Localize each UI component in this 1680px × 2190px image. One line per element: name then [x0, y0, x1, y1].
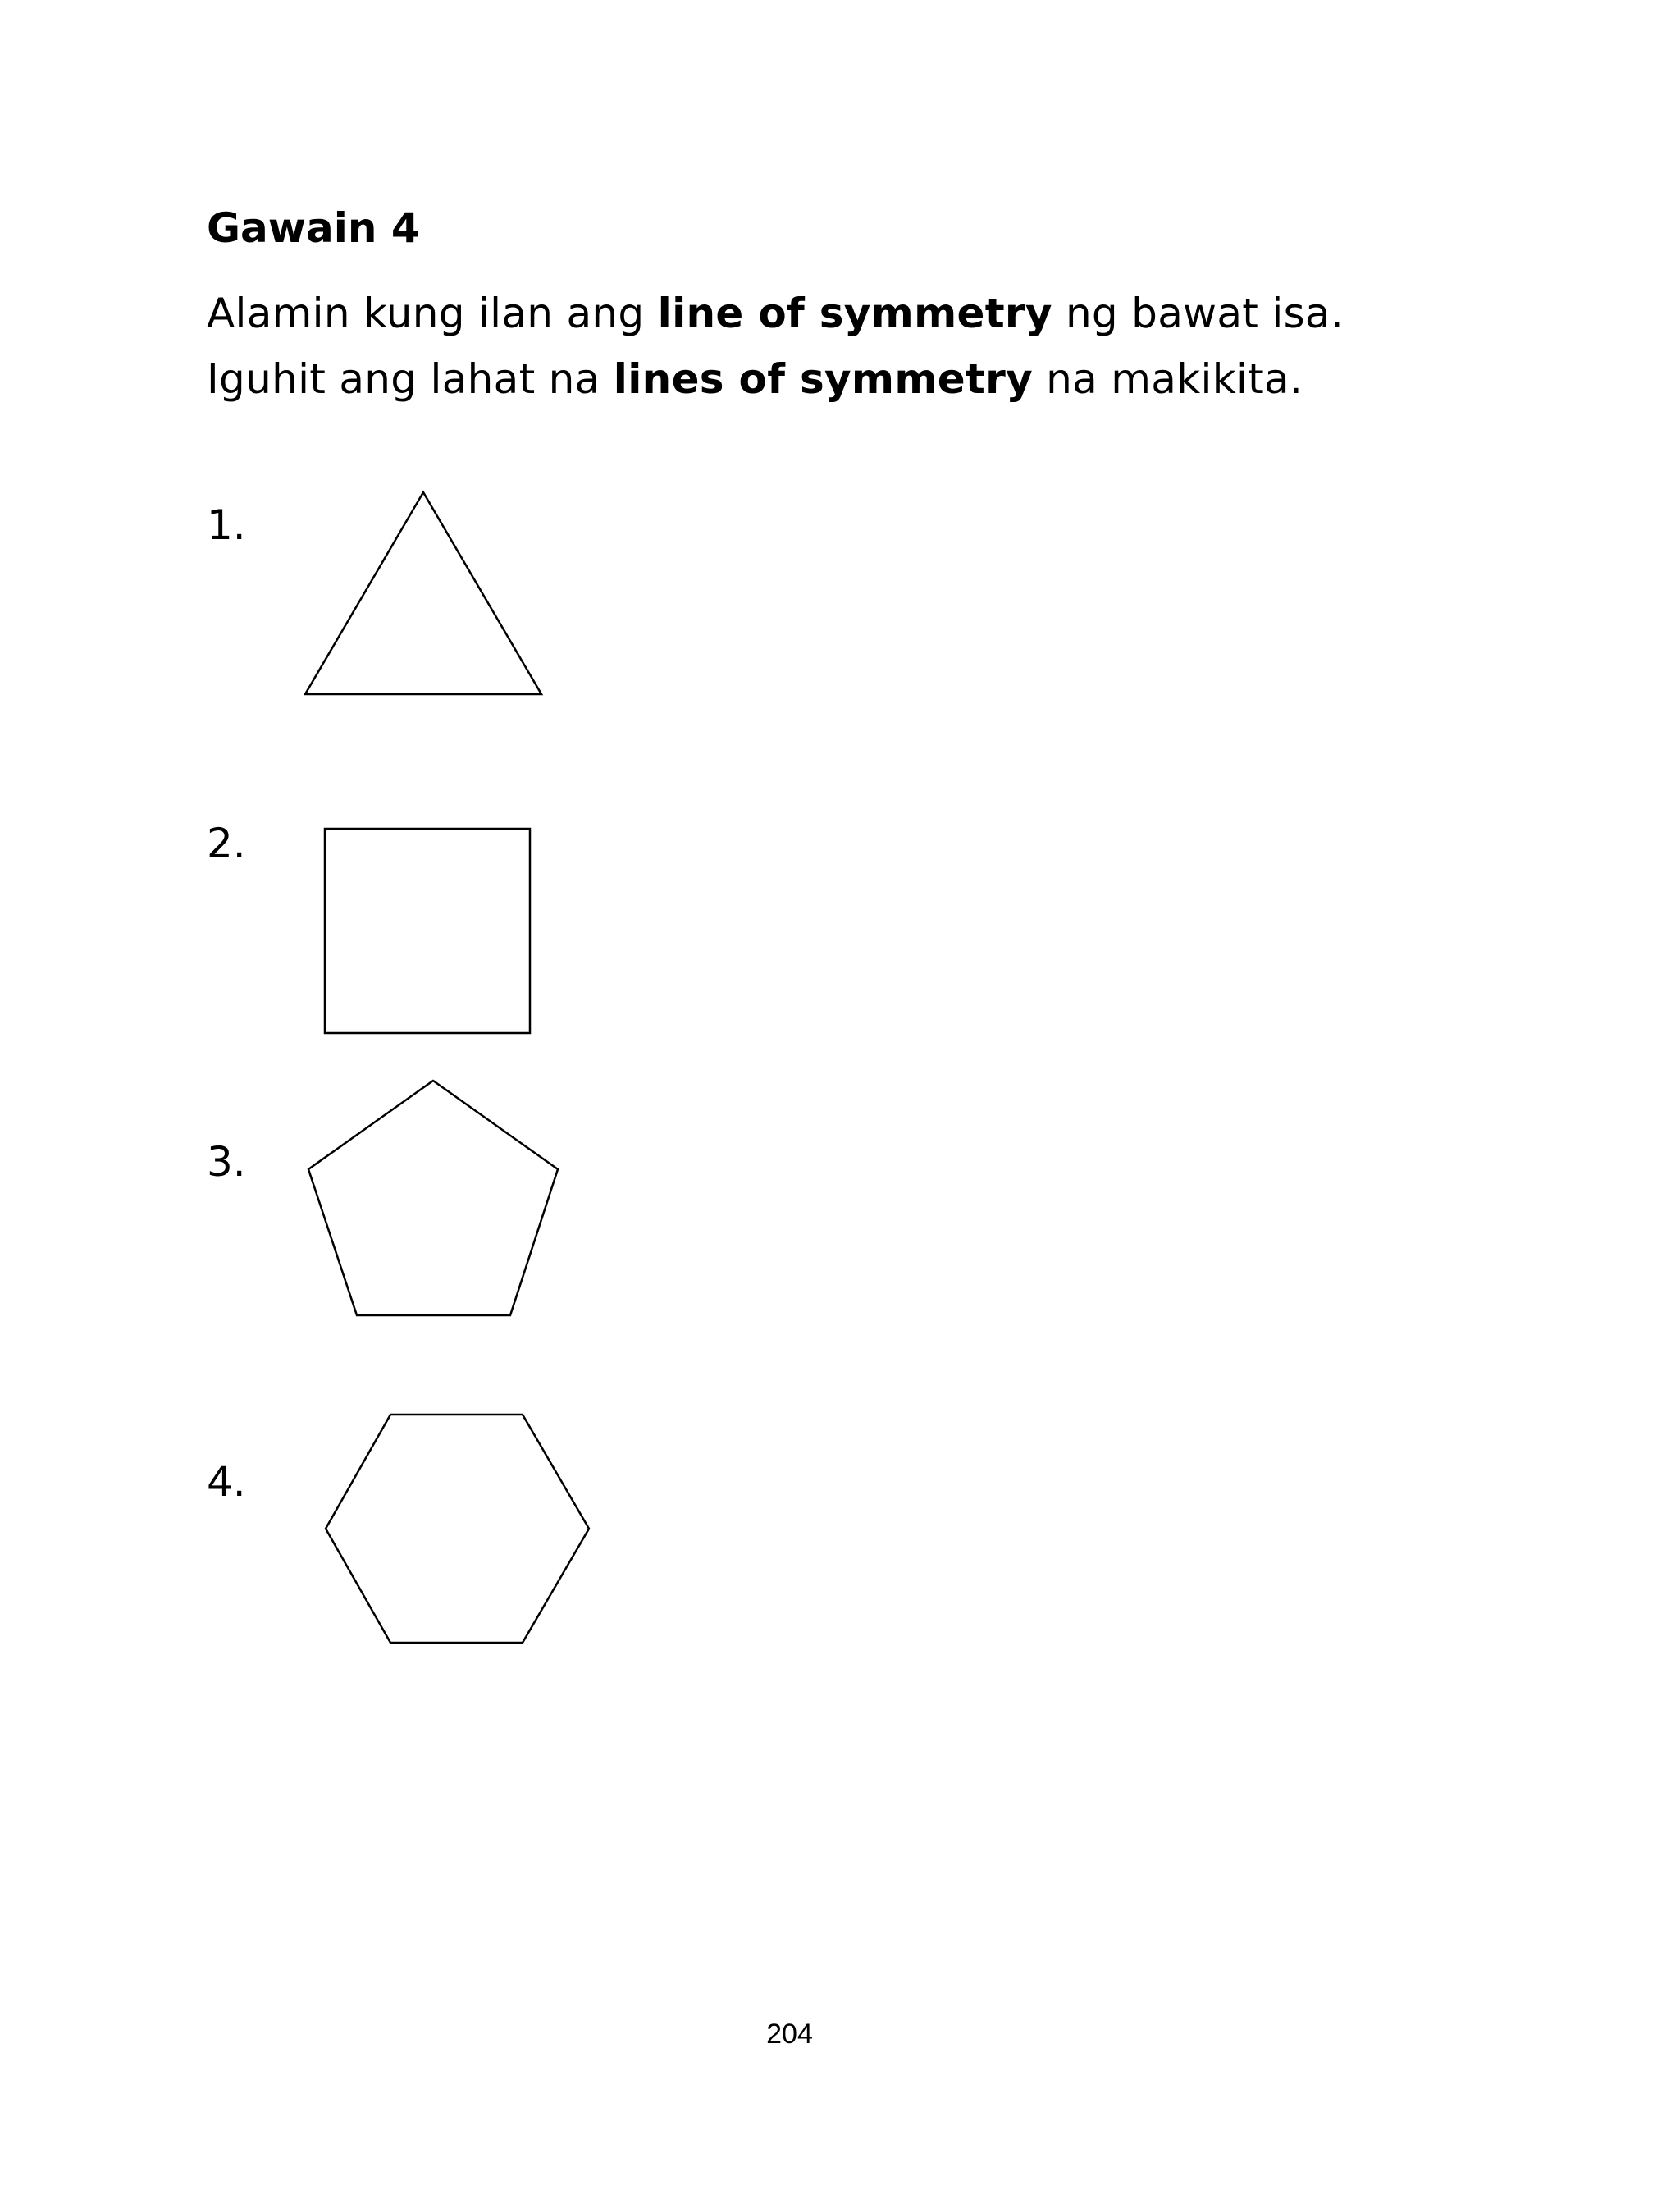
instruction-1-text-after: ng bawat isa. [1052, 290, 1344, 337]
instruction-2-bold-term: lines of symmetry [613, 355, 1033, 403]
square-shape [322, 825, 535, 1039]
item-number-3: 3. [207, 1138, 246, 1186]
instruction-2-text-after: na makikita. [1032, 355, 1303, 403]
activity-heading: Gawain 4 [207, 204, 420, 252]
instruction-1-bold-term: line of symmetry [657, 290, 1052, 337]
page-number: 204 [766, 2019, 813, 2050]
instruction-2-text-before: Iguhit ang lahat na [207, 355, 614, 403]
hexagon-outline [326, 1415, 589, 1643]
triangle-shape [302, 489, 548, 702]
item-number-1: 1. [207, 501, 246, 549]
triangle-outline [305, 492, 541, 694]
pentagon-shape [304, 1077, 567, 1324]
item-number-2: 2. [207, 820, 246, 867]
hexagon-shape [322, 1411, 601, 1657]
instruction-1-text-before: Alamin kung ilan ang [207, 290, 658, 337]
square-outline [325, 829, 530, 1033]
instruction-line-1 [207, 289, 1344, 338]
item-number-4: 4. [207, 1458, 246, 1506]
instruction-line-2 [207, 354, 1303, 404]
pentagon-outline [308, 1081, 558, 1315]
